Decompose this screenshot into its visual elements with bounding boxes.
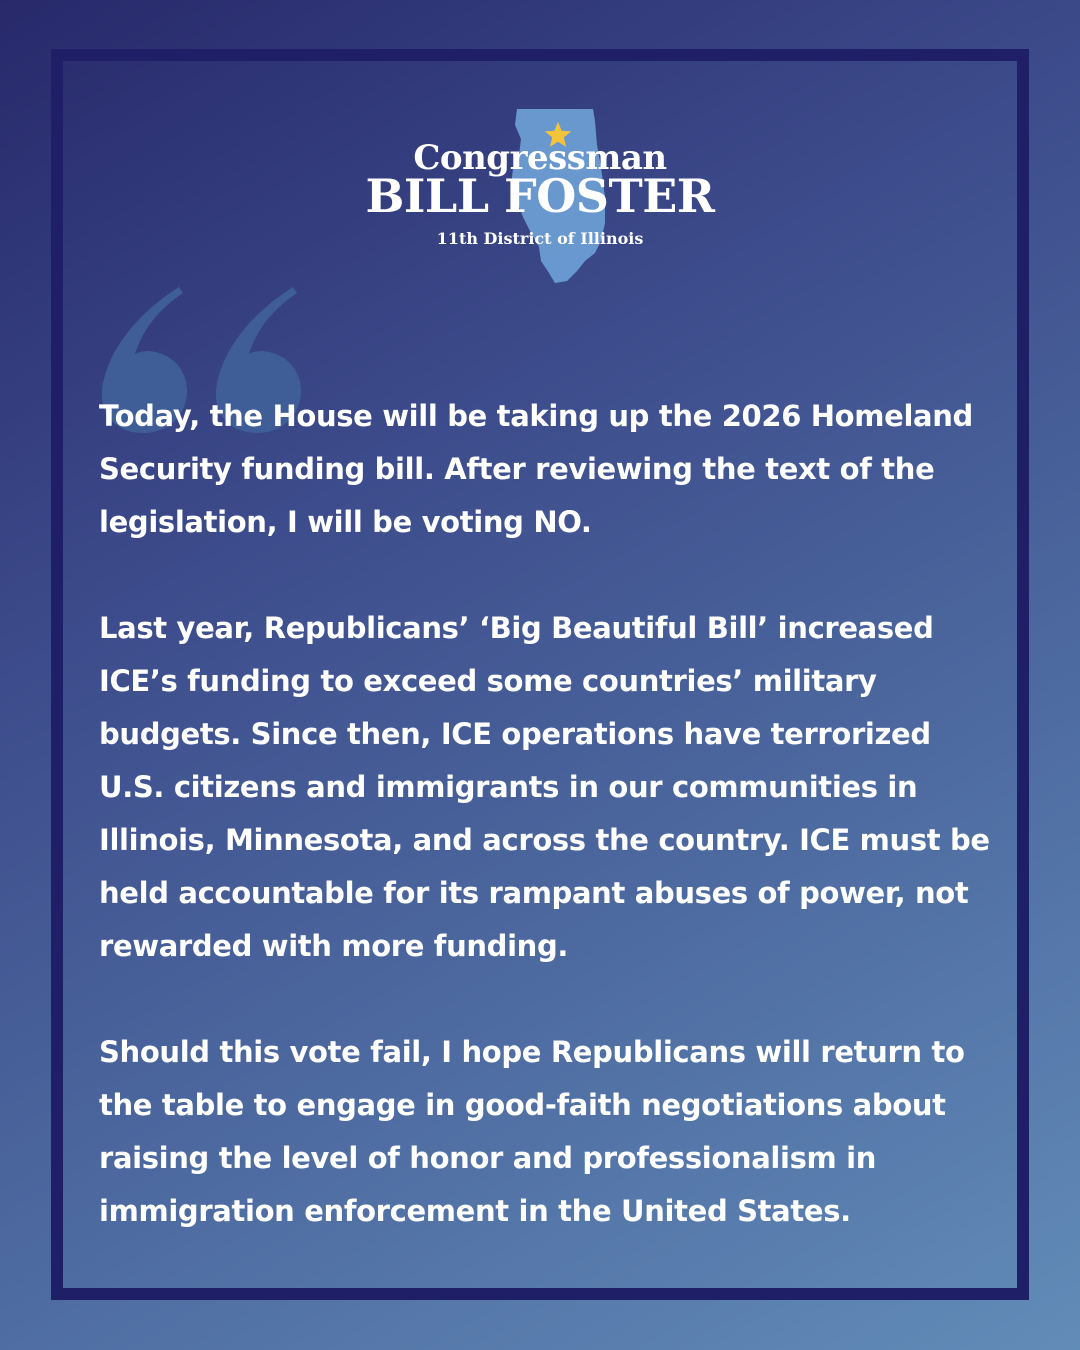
statement-paragraph: Last year, Republicans’ ‘Big Beautiful Bill’ increased ICE’s funding to exceed some countries’ military budgets. Since then, ICE operations have terrorized U.S. citizens and immigrants in our communities in Illinois, Minnesota, and across the country. ICE must be held accountable for its rampant abuses of power, not rewarded with more funding. <box>99 611 990 963</box>
logo-congressman-label: Congressman <box>413 138 667 178</box>
statement-paragraph: Today, the House will be taking up the 2026 Homeland Security funding bill. After reviewing the text of the legislation, I will be voting NO. <box>99 399 973 539</box>
logo-district-label: 11th District of Illinois <box>436 229 644 248</box>
statement-paragraph: Should this vote fail, I hope Republicans will return to the table to engage in good-faith negotiations about raising the level of honor and professionalism in immigration enforcement in the United States. <box>99 1035 965 1228</box>
congressman-logo <box>340 105 740 290</box>
logo-name: BILL FOSTER <box>365 169 715 223</box>
statement-text <box>99 390 999 1238</box>
